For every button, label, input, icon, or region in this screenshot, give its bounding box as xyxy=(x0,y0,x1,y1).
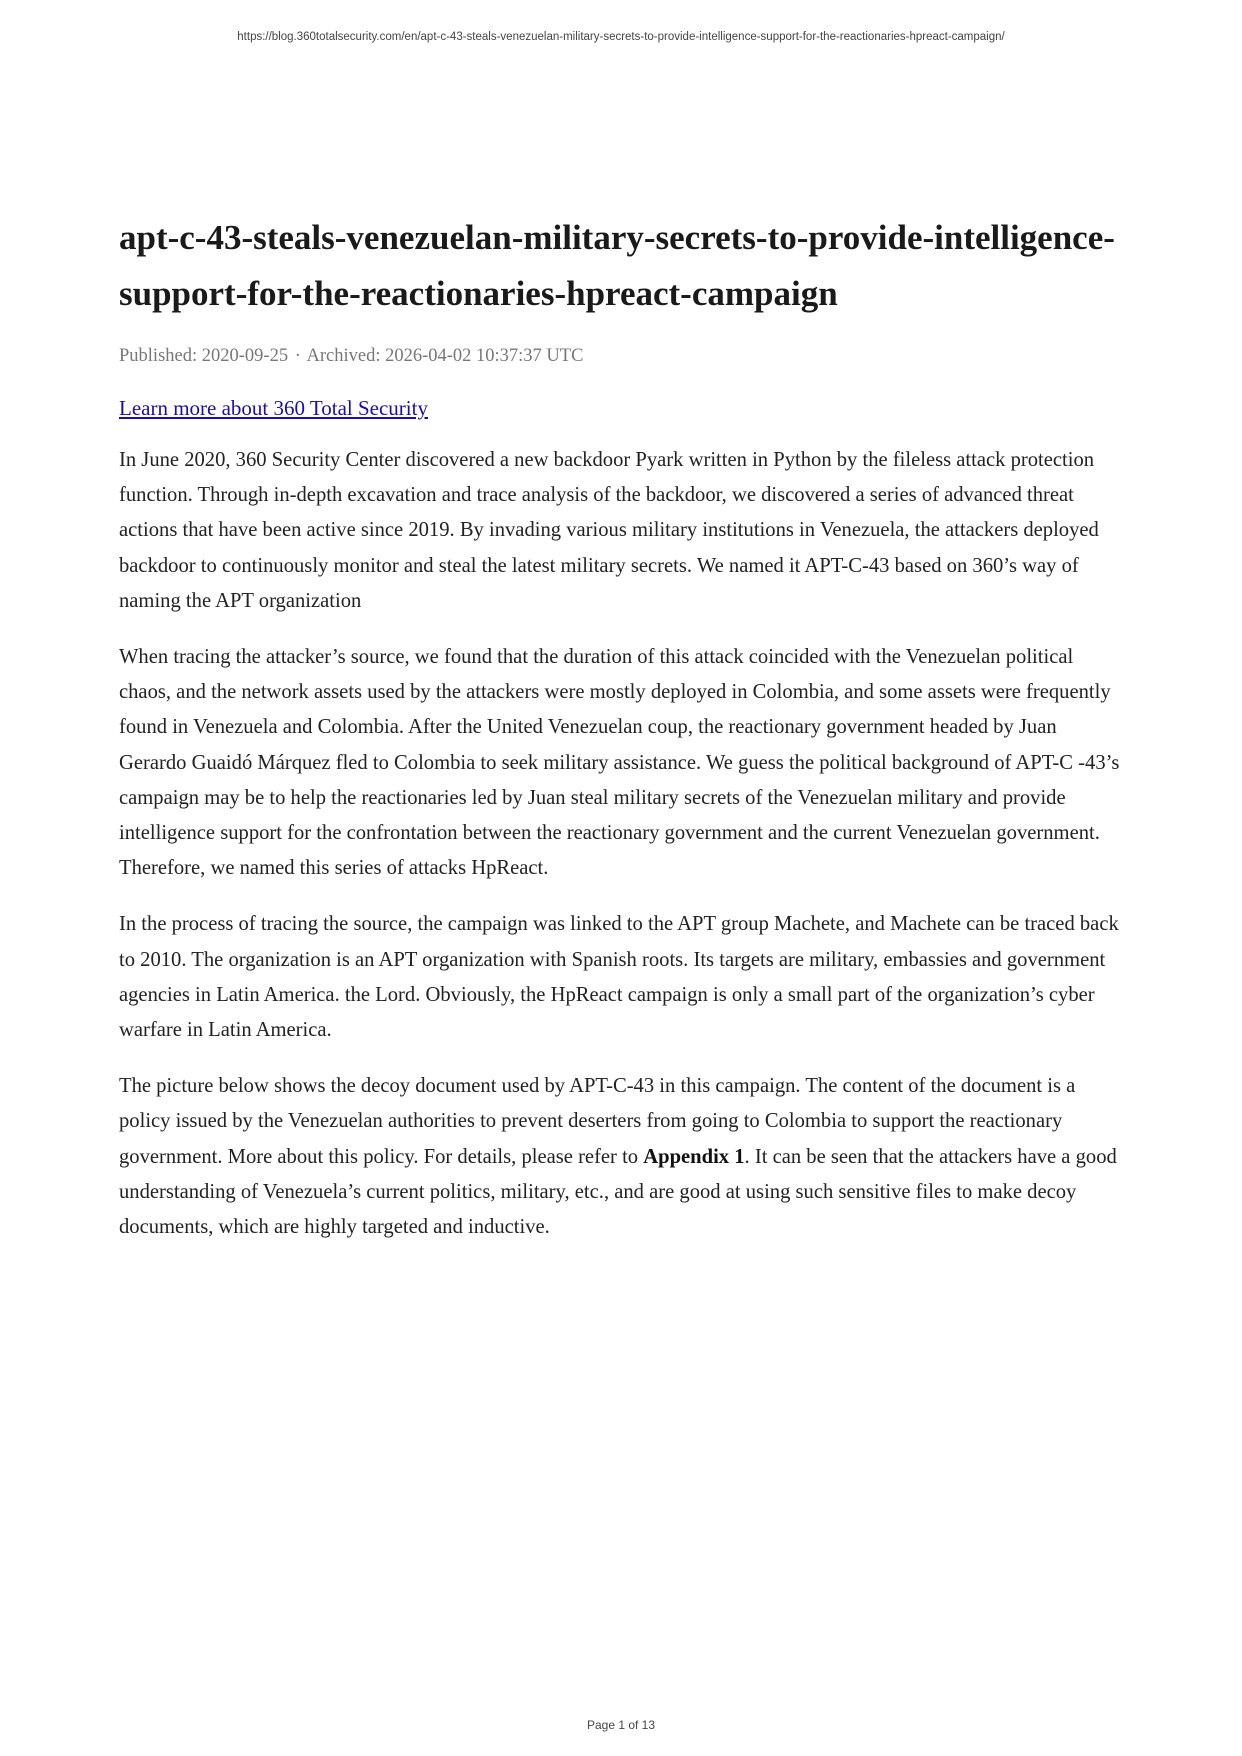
paragraph-4 xyxy=(119,1069,1124,1245)
meta-separator: · xyxy=(294,346,301,366)
appendix-reference: Appendix 1 xyxy=(643,1145,745,1168)
article-meta xyxy=(119,343,1124,369)
page-url-header: https://blog.360totalsecurity.com/en/apt-c-43-steals-venezuelan-military-secrets-to-provide-intelligence-support-for-the-reactionaries-hpreact-campaign/ xyxy=(237,31,1005,43)
paragraph-1: In June 2020, 360 Security Center discovered a new backdoor Pyark written in Python by the fileless attack protection function. Through in-depth excavation and trace analysis of the backdoor, we discovered a series of advanced threat actions that have been active since 2019. By invading various military institutions in Venezuela, the attackers deployed backdoor to continuously monitor and steal the latest military secrets. We named it APT-C-43 based on 360’s way of naming the APT organization xyxy=(119,449,1099,612)
learn-more-link[interactable]: Learn more about 360 Total Security xyxy=(119,396,428,420)
paragraph-4-text-after: . It can be seen that the attackers have a good understanding of Venezuela’s current politics, military, etc., and are good at using such sensitive files to make decoy documents, which are highly targeted and inductive. xyxy=(119,1145,1117,1239)
published-date: Published: 2020-09-25 xyxy=(119,346,289,366)
article xyxy=(119,210,1124,1245)
paragraph-3: In the process of tracing the source, the campaign was linked to the APT group Machete, and Machete can be traced back to 2010. The organization is an APT organization with Spanish roots. Its targets are military, embassies and government agencies in Latin America. the Lord. Obviously, the HpReact campaign is only a small part of the organization’s cyber warfare in Latin America. xyxy=(119,913,1119,1042)
page-number: Page 1 of 13 xyxy=(586,1718,656,1732)
archived-date: Archived: 2026-04-02 10:37:37 UTC xyxy=(306,346,584,366)
paragraph-2: When tracing the attacker’s source, we found that the duration of this attack coincided with the Venezuelan political chaos, and the network assets used by the attackers were mostly deployed in Colombia, and some assets were frequently found in Venezuela and Colombia. After the United Venezuelan coup, the reactionary government headed by Juan Gerardo Guaidó Márquez fled to Colombia to seek military assistance. We guess the political background of APT-C -43’s campaign may be to help the reactionaries led by Juan steal military secrets of the Venezuelan military and provide intelligence support for the confrontation between the reactionary government and the current Venezuelan government. Therefore, we named this series of attacks HpReact. xyxy=(119,646,1120,880)
paragraph-4-text-before: The picture below shows the decoy document used by APT-C-43 in this campaign. The content of the document is a policy issued by the Venezuelan authorities to prevent deserters from going to Colombia to support the reactionary government. More about this policy. For details, please refer to xyxy=(119,1075,1076,1168)
article-title: apt-c-43-steals-venezuelan-military-secrets-to-provide-intelligence-support-for-the-reactionaries-hpreact-campaign xyxy=(119,218,1115,313)
